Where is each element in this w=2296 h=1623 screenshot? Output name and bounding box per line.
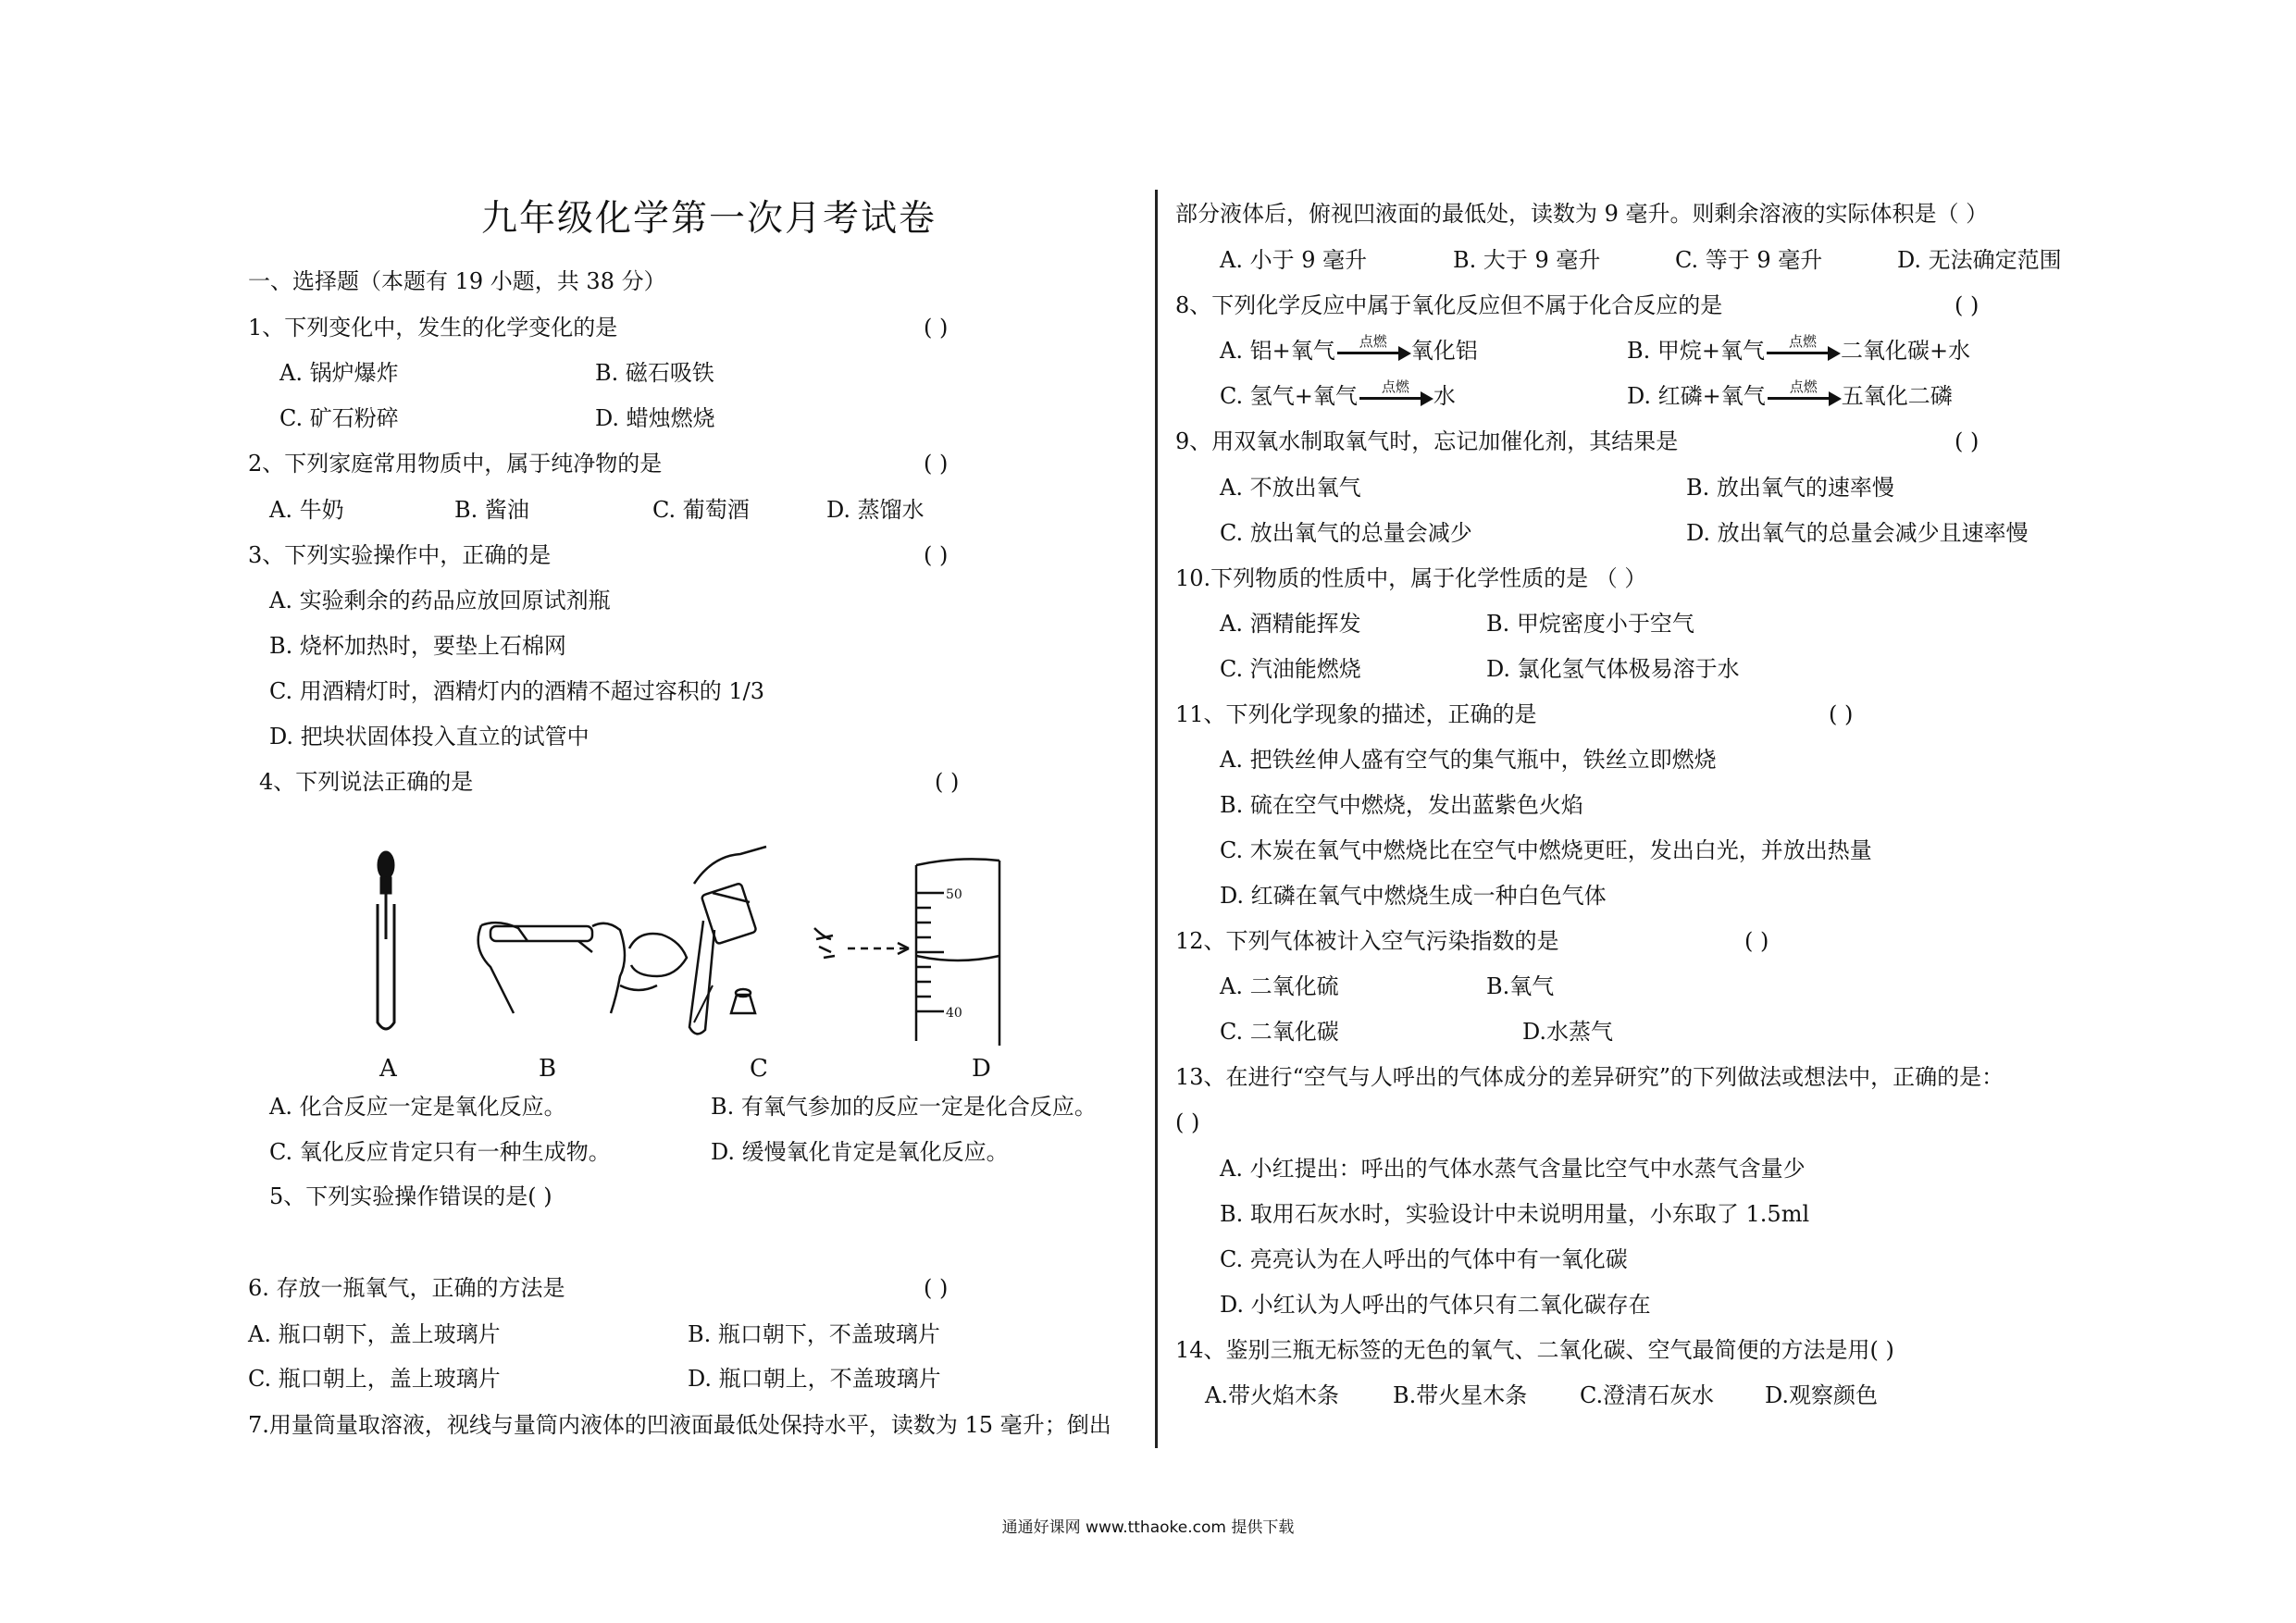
- arrow-condition: 点燃: [1381, 378, 1409, 395]
- question-13-option-c: C. 亮亮认为在人呼出的气体中有一氧化碳: [1220, 1246, 1628, 1272]
- question-9-stem: 9、用双氧水制取氧气时，忘记加催化剂，其结果是: [1175, 428, 1679, 454]
- option-b-reactants: B. 甲烷+氧气: [1627, 338, 1766, 364]
- option-b-product: 二氧化碳+水: [1841, 338, 1971, 364]
- question-7-option-c: C. 等于 9 毫升: [1675, 247, 1823, 273]
- question-2-option-b: B. 酱油: [454, 497, 529, 523]
- question-5-stem: 5、下列实验操作错误的是( ): [269, 1183, 552, 1209]
- question-8-answer-blank: ( ): [1955, 292, 1980, 318]
- question-6-answer-blank: ( ): [924, 1275, 949, 1301]
- figure-a-dropper-test-tube: [378, 852, 394, 1029]
- question-12-stem: 12、下列气体被计入空气污染指数的是: [1175, 928, 1559, 954]
- option-a-reactants: A. 铝+氧气: [1220, 338, 1335, 364]
- question-13-option-a: A. 小红提出：呼出的气体水蒸气含量比空气中水蒸气含量少: [1220, 1156, 1806, 1182]
- arrow-condition: 点燃: [1359, 333, 1387, 350]
- question-10-option-d: D. 氯化氢气体极易溶于水: [1486, 656, 1740, 682]
- figure-label-a: A: [379, 1055, 397, 1083]
- question-8-option-d: [1627, 378, 1953, 411]
- question-14-stem: 14、鉴别三瓶无标签的无色的氧气、二氧化碳、空气最简便的方法是用( ): [1175, 1337, 1894, 1363]
- question-6-option-c: C. 瓶口朝上，盖上玻璃片: [248, 1366, 501, 1392]
- question-3-option-a: A. 实验剩余的药品应放回原试剂瓶: [269, 588, 611, 613]
- question-6-stem: 6. 存放一瓶氧气，正确的方法是: [248, 1275, 565, 1301]
- question-2-stem: 2、下列家庭常用物质中，属于纯净物的是: [248, 451, 663, 477]
- question-2-answer-blank: ( ): [924, 451, 949, 477]
- question-3-stem: 3、下列实验操作中，正确的是: [248, 542, 552, 568]
- lab-operations-figure: [342, 837, 1055, 1087]
- cylinder-tick-bottom: 40: [946, 1006, 962, 1021]
- question-10-stem: 10.下列物质的性质中，属于化学性质的是 （ ）: [1175, 565, 1647, 591]
- question-4-option-d: D. 缓慢氧化肯定是氧化反应。: [711, 1139, 1009, 1165]
- question-14-option-a: A.带火焰木条: [1205, 1382, 1339, 1408]
- question-1-option-a: A. 锅炉爆炸: [279, 360, 399, 386]
- ignite-arrow-icon: [1766, 378, 1842, 411]
- question-11-stem: 11、下列化学现象的描述，正确的是: [1175, 701, 1537, 727]
- option-d-reactants: D. 红磷+氧气: [1627, 383, 1766, 409]
- question-12-option-d: D.水蒸气: [1522, 1019, 1614, 1045]
- question-2-option-a: A. 牛奶: [269, 497, 344, 523]
- question-7-option-d: D. 无法确定范围: [1897, 247, 2062, 273]
- question-11-option-c: C. 木炭在氧气中燃烧比在空气中燃烧更旺，发出白光，并放出热量: [1220, 837, 1872, 863]
- question-7-continued: 部分液体后，俯视凹液面的最低处，读数为 9 毫升。则剩余溶液的实际体积是（ ）: [1175, 201, 1989, 227]
- question-6-option-d: D. 瓶口朝上，不盖玻璃片: [688, 1366, 941, 1392]
- option-d-product: 五氧化二磷: [1841, 383, 1953, 409]
- figure-d-graduated-cylinder: [814, 859, 999, 1046]
- question-9-option-b: B. 放出氧气的速率慢: [1686, 475, 1894, 501]
- section-heading: 一、选择题（本题有 19 小题，共 38 分）: [248, 268, 666, 294]
- question-11-answer-blank: ( ): [1829, 701, 1854, 727]
- ignite-arrow-icon: [1358, 378, 1433, 411]
- question-9-answer-blank: ( ): [1955, 428, 1980, 454]
- question-12-option-a: A. 二氧化硫: [1220, 973, 1339, 999]
- ignite-arrow-icon: [1765, 333, 1841, 365]
- question-1-answer-blank: ( ): [924, 315, 949, 341]
- question-11-option-d: D. 红磷在氧气中燃烧生成一种白色气体: [1220, 883, 1607, 909]
- question-9-option-d: D. 放出氧气的总量会减少且速率慢: [1686, 520, 2029, 546]
- question-10-option-a: A. 酒精能挥发: [1220, 611, 1361, 637]
- question-8-stem: 8、下列化学反应中属于氧化反应但不属于化合反应的是: [1175, 292, 1723, 318]
- question-8-option-b: [1627, 333, 1971, 365]
- option-c-product: 水: [1433, 383, 1456, 409]
- question-10-option-b: B. 甲烷密度小于空气: [1486, 611, 1694, 637]
- figure-label-b: B: [539, 1055, 557, 1083]
- question-9-option-c: C. 放出氧气的总量会减少: [1220, 520, 1472, 546]
- figure-c-pouring-reagent: [620, 847, 766, 1034]
- question-14-option-c: C.澄清石灰水: [1580, 1382, 1715, 1408]
- page-footer: 通通好课网 www.tthaoke.com 提供下载: [1001, 1518, 1295, 1537]
- ignite-arrow-icon: [1335, 333, 1411, 365]
- question-3-option-b: B. 烧杯加热时，要垫上石棉网: [269, 633, 566, 659]
- question-7-stem: 7.用量筒量取溶液，视线与量筒内液体的凹液面最低处保持水平，读数为 15 毫升；倒出: [248, 1412, 1111, 1438]
- question-13-option-d: D. 小红认为人呼出的气体只有二氧化碳存在: [1220, 1292, 1651, 1318]
- question-6-option-a: A. 瓶口朝下，盖上玻璃片: [248, 1321, 501, 1347]
- question-12-option-c: C. 二氧化碳: [1220, 1019, 1339, 1045]
- question-4-option-a: A. 化合反应一定是氧化反应。: [269, 1094, 566, 1120]
- question-3-option-d: D. 把块状固体投入直立的试管中: [269, 724, 590, 750]
- question-6-option-b: B. 瓶口朝下，不盖玻璃片: [688, 1321, 940, 1347]
- option-a-product: 氧化铝: [1410, 338, 1478, 364]
- question-12-answer-blank: ( ): [1744, 928, 1769, 954]
- question-4-option-c: C. 氧化反应肯定只有一种生成物。: [269, 1139, 611, 1165]
- question-13-answer-blank: ( ): [1175, 1109, 1200, 1135]
- cylinder-tick-top: 50: [946, 887, 962, 902]
- question-9-option-a: A. 不放出氧气: [1220, 475, 1361, 501]
- question-4-stem: 4、下列说法正确的是: [259, 769, 474, 795]
- figure-label-c: C: [750, 1055, 768, 1083]
- figure-label-d: D: [972, 1055, 991, 1083]
- question-2-option-d: D. 蒸馏水: [826, 497, 925, 523]
- question-1-option-d: D. 蜡烛燃烧: [595, 405, 715, 431]
- question-12-option-b: B.氧气: [1486, 973, 1555, 999]
- arrow-condition: 点燃: [1789, 333, 1818, 350]
- question-8-option-c: [1220, 378, 1456, 411]
- question-11-option-b: B. 硫在空气中燃烧，发出蓝紫色火焰: [1220, 792, 1583, 818]
- question-3-answer-blank: ( ): [924, 542, 949, 568]
- question-2-option-c: C. 葡萄酒: [652, 497, 750, 523]
- question-13-stem: 13、在进行“空气与人呼出的气体成分的差异研究”的下列做法或想法中，正确的是：: [1175, 1064, 2004, 1090]
- question-10-option-c: C. 汽油能燃烧: [1220, 656, 1361, 682]
- question-8-option-a: [1220, 333, 1478, 365]
- question-1-option-c: C. 矿石粉碎: [279, 405, 399, 431]
- question-7-option-b: B. 大于 9 毫升: [1453, 247, 1601, 273]
- question-14-option-d: D.观察颜色: [1765, 1382, 1879, 1408]
- page-title: 九年级化学第一次月考试卷: [481, 198, 937, 240]
- figure-b-heating-tube-hands: [478, 923, 625, 1013]
- question-7-option-a: A. 小于 9 毫升: [1220, 247, 1368, 273]
- question-3-option-c: C. 用酒精灯时，酒精灯内的酒精不超过容积的 1/3: [269, 678, 765, 704]
- question-14-option-b: B.带火星木条: [1393, 1382, 1528, 1408]
- question-11-option-a: A. 把铁丝伸人盛有空气的集气瓶中，铁丝立即燃烧: [1220, 747, 1717, 773]
- column-divider: [1155, 190, 1158, 1448]
- question-4-option-b: B. 有氧气参加的反应一定是化合反应。: [711, 1094, 1097, 1120]
- question-13-option-b: B. 取用石灰水时，实验设计中未说明用量，小东取了 1.5ml: [1220, 1201, 1810, 1227]
- option-c-reactants: C. 氢气+氧气: [1220, 383, 1358, 409]
- question-4-answer-blank: ( ): [935, 769, 960, 795]
- question-1-option-b: B. 磁石吸铁: [595, 360, 714, 386]
- question-1-stem: 1、下列变化中，发生的化学变化的是: [248, 315, 618, 341]
- arrow-condition: 点燃: [1789, 378, 1818, 395]
